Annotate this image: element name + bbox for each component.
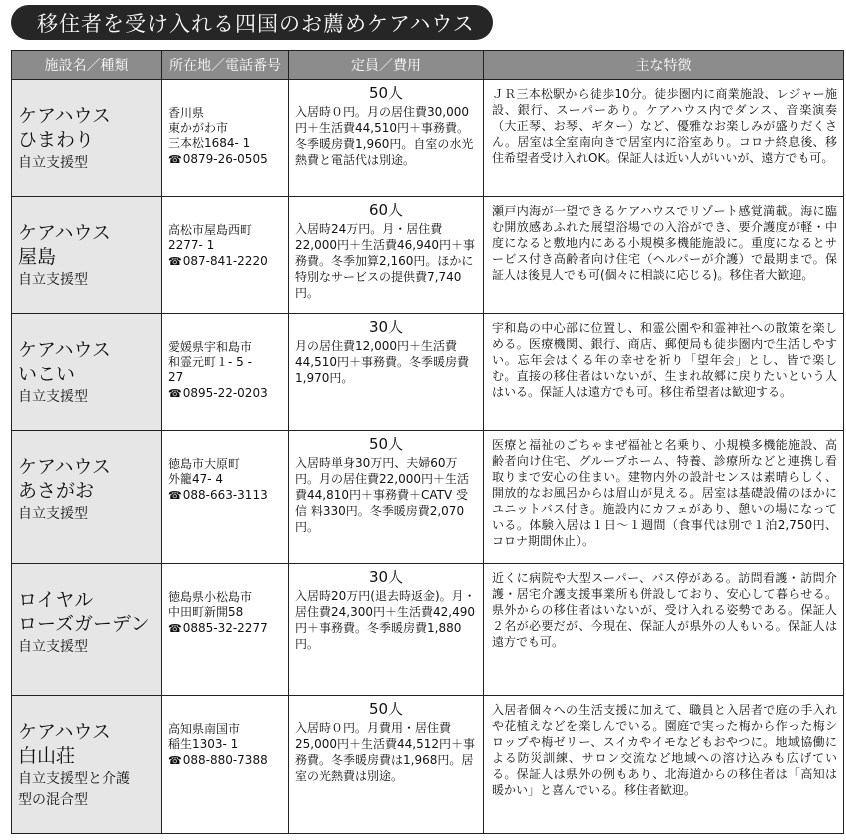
facility-name-cell — [12, 314, 162, 431]
phone-icon: ☎ — [168, 153, 182, 166]
page-title-text: 移住者を受け入れる四国のお薦めケアハウス — [37, 11, 475, 36]
features-text: 医療と福祉のごちゃまぜ福祉と名乗り、小規模多機能施設、高齢者向け住宅、グループホーム、特養、診療所などと連携し看取りまで安心の住まい。建物内外の設計センスは素晴らしく、開放的なお風呂からは眉山が見える。居室は基礎設備のほかにユニットバス付き。施設内にカフェがあり、憩いの場になっている。体験入居は１日〜１週間（食事代は別で１泊2,750円、コロナ期間休止）。 — [492, 438, 837, 548]
facility-name: ロイヤル — [18, 589, 94, 611]
capacity: 50人 — [368, 435, 404, 453]
capacity: 30人 — [368, 318, 404, 336]
address-line: 徳島県小松島市 — [168, 590, 253, 604]
table-header-row — [12, 51, 844, 80]
phone-icon: ☎ — [168, 622, 182, 635]
features-cell — [484, 564, 844, 696]
phone-text: 0885-32-2277 — [182, 621, 268, 635]
address-line: 愛媛県宇和島市 — [168, 340, 253, 354]
address-line: 稲生1303- 1 — [168, 737, 239, 751]
address-line: 香川県 — [168, 106, 205, 120]
address-line: 外籠47- 4 — [168, 472, 224, 486]
phone-icon: ☎ — [168, 255, 182, 268]
address-cell — [162, 431, 289, 564]
capacity-cost-cell — [289, 696, 484, 834]
facility-type: 自立支援型 — [18, 272, 88, 288]
facility-name: ひまわり — [18, 129, 95, 151]
phone-text: 087-841-2220 — [182, 254, 268, 268]
address-line: 27 — [168, 370, 184, 384]
capacity-cost-cell — [289, 431, 484, 564]
table-row — [12, 696, 844, 834]
capacity-cost-cell — [289, 564, 484, 696]
table-row — [12, 431, 844, 564]
facility-name-cell — [12, 431, 162, 564]
address-cell — [162, 80, 289, 197]
capacity-cost-cell — [289, 314, 484, 431]
facility-type: 型の混合型 — [18, 792, 88, 808]
facility-name-cell — [12, 197, 162, 314]
facility-name: ケアハウス — [18, 721, 111, 743]
capacity: 30人 — [368, 568, 404, 586]
facility-name: ケアハウス — [18, 222, 111, 244]
facility-type: 自立支援型と介護 — [18, 771, 130, 787]
address-line: 2277- 1 — [168, 238, 215, 252]
address-line: 中田町新開58 — [168, 605, 244, 619]
address-line: 徳島市大原町 — [168, 457, 241, 471]
address-cell — [162, 564, 289, 696]
phone-icon: ☎ — [168, 387, 182, 400]
features-text: 宇和島の中心部に位置し、和霊公園や和霊神社への散策を楽しめる。医療機関、銀行、商店、郵便局も徒歩圏内で生活しやすい。忘年会はくる年の幸せを祈り「望年会」とし、皆で楽しむ。直接の移住者はいないが、生まれ故郷に戻りたいという人はいる。保証人は遠方でも可。移住希望者は歓迎する。 — [492, 321, 837, 399]
capacity: 60人 — [368, 201, 404, 219]
features-text: 瀬戸内海が一望できるケアハウスでリゾート感覚満載。海に臨む開放感あふれた展望浴場での入浴ができ、要介護度が軽・中度になると敷地内にある小規模多機能施設に。重度になるとサービス付き高齢者向け住宅（ヘルパーが介護）で最期まで。保証人は後見人でも可(個々に相談に応じる)。移住者大歓迎。 — [492, 204, 837, 282]
phone-number — [168, 386, 286, 401]
header-features: 主な特徴 — [484, 51, 844, 80]
address-line: 和霊元町１- 5 - — [168, 355, 252, 369]
cost-text: 月の居住費12,000円＋生活費44,510円＋事務費。冬季暖房費1,970円。 — [295, 339, 469, 385]
facility-name-cell — [12, 80, 162, 197]
features-text: 近くに病院や大型スーパー、バス停がある。訪問看護・訪問介護・居宅介護支援事業所も併設しており、安心して暮らせる。県外からの移住者はいないが、受け入れる姿勢である。保証人２名が必要だが、今現在、保証人が県外の人もいる。保証人は遠方でも可。 — [492, 571, 837, 649]
capacity-cost-cell — [289, 197, 484, 314]
facility-name: あさがお — [18, 480, 95, 502]
address-line: 高知県南国市 — [168, 722, 241, 736]
phone-number — [168, 254, 286, 269]
address-line: 三本松1684- 1 — [168, 136, 251, 150]
facility-name: 白山荘 — [18, 745, 76, 767]
features-cell — [484, 431, 844, 564]
header-capacity-cost: 定員／費用 — [289, 51, 484, 80]
header-name-type: 施設名／種類 — [12, 51, 162, 80]
phone-icon: ☎ — [168, 754, 182, 767]
cost-text: 入居時20万円(退去時返金)。月・居住費24,300円＋生活費42,490円＋事務費。冬季暖房費1,880円。 — [295, 589, 476, 651]
table-row — [12, 564, 844, 696]
address-line: 高松市屋島西町 — [168, 223, 253, 237]
facility-name-cell — [12, 696, 162, 834]
address-cell — [162, 197, 289, 314]
table-row — [12, 314, 844, 431]
facility-type: 自立支援型 — [18, 389, 88, 405]
cost-text: 入居時24万円。月・居住費22,000円＋生活費46,940円＋事務費。冬季加算2,160円。ほかに特別なサービスの提供費7,740円。 — [295, 222, 475, 300]
phone-text: 0879-26-0505 — [182, 152, 268, 166]
capacity: 50人 — [368, 84, 404, 102]
features-text: ＪＲ三本松駅から徒歩10分。徒歩圏内に商業施設、レジャー施設、銀行、スーパーあり。ケアハウス内でダンス、音楽演奏（大正琴、お琴、ギター）など、優雅なお楽しみが盛りだくさん。居室は全室南向きで居室内に浴室あり。コロナ終息後、移住希望者受け入れOK。保証人は近い人がいいが、遠方でも可。 — [492, 87, 837, 165]
cost-text: 入居時０円。月の居住費30,000円＋生活費44,510円＋事務費。冬季暖房費1,960円。自室の水光熱費と電話代は別途。 — [295, 105, 474, 167]
facility-type: 自立支援型 — [18, 639, 88, 655]
cost-text: 入居時単身30万円、夫婦60万円。月の居住費22,000円＋生活費44,810円＋事務費＋CATV 受 信 料330円。冬季暖房費2,070円。 — [295, 456, 469, 534]
facility-type: 自立支援型 — [18, 155, 88, 171]
capacity-cost-cell — [289, 80, 484, 197]
address-line: 東かがわ市 — [168, 121, 229, 135]
care-house-table — [11, 50, 844, 834]
cost-text: 入居時０円。月費用・居住費25,000円＋生活費44,512円＋事務費。冬季暖房費は1,968円。居室の光熱費は別途。 — [295, 721, 475, 783]
address-cell — [162, 696, 289, 834]
facility-name: 屋島 — [18, 246, 57, 268]
address-cell — [162, 314, 289, 431]
facility-type: 自立支援型 — [18, 506, 88, 522]
facility-name: ケアハウス — [18, 456, 111, 478]
facility-name-cell — [12, 564, 162, 696]
page-title — [11, 5, 493, 40]
features-cell — [484, 197, 844, 314]
phone-number — [168, 621, 286, 636]
phone-text: 0895-22-0203 — [182, 386, 268, 400]
phone-text: 088-663-3113 — [182, 488, 268, 502]
table-row — [12, 80, 844, 197]
facility-name: ローズガーデン — [18, 613, 150, 635]
facility-name: いこい — [18, 363, 76, 385]
capacity: 50人 — [368, 700, 404, 718]
phone-number — [168, 753, 286, 768]
features-text: 入居者個々への生活支援に加えて、職員と入居者で庭の手入れや花植えなどを楽しんでいる。園庭で実った梅から作った梅シロップや梅ゼリー、スイカやイモなどもおやつに。地域協働による防災訓練、サロン交流など地域への溶け込みも広げている。保証人は県外の例もあり、北海道からの移住者は「高知は暖かい」と喜んでいる。移住者歓迎。 — [492, 703, 837, 797]
phone-number — [168, 488, 286, 503]
header-address-phone: 所在地／電話番号 — [162, 51, 289, 80]
table-row — [12, 197, 844, 314]
features-cell — [484, 314, 844, 431]
phone-number — [168, 152, 286, 167]
phone-text: 088-880-7388 — [182, 753, 268, 767]
facility-name: ケアハウス — [18, 339, 111, 361]
phone-icon: ☎ — [168, 489, 182, 502]
features-cell — [484, 696, 844, 834]
facility-name: ケアハウス — [18, 105, 111, 127]
features-cell — [484, 80, 844, 197]
